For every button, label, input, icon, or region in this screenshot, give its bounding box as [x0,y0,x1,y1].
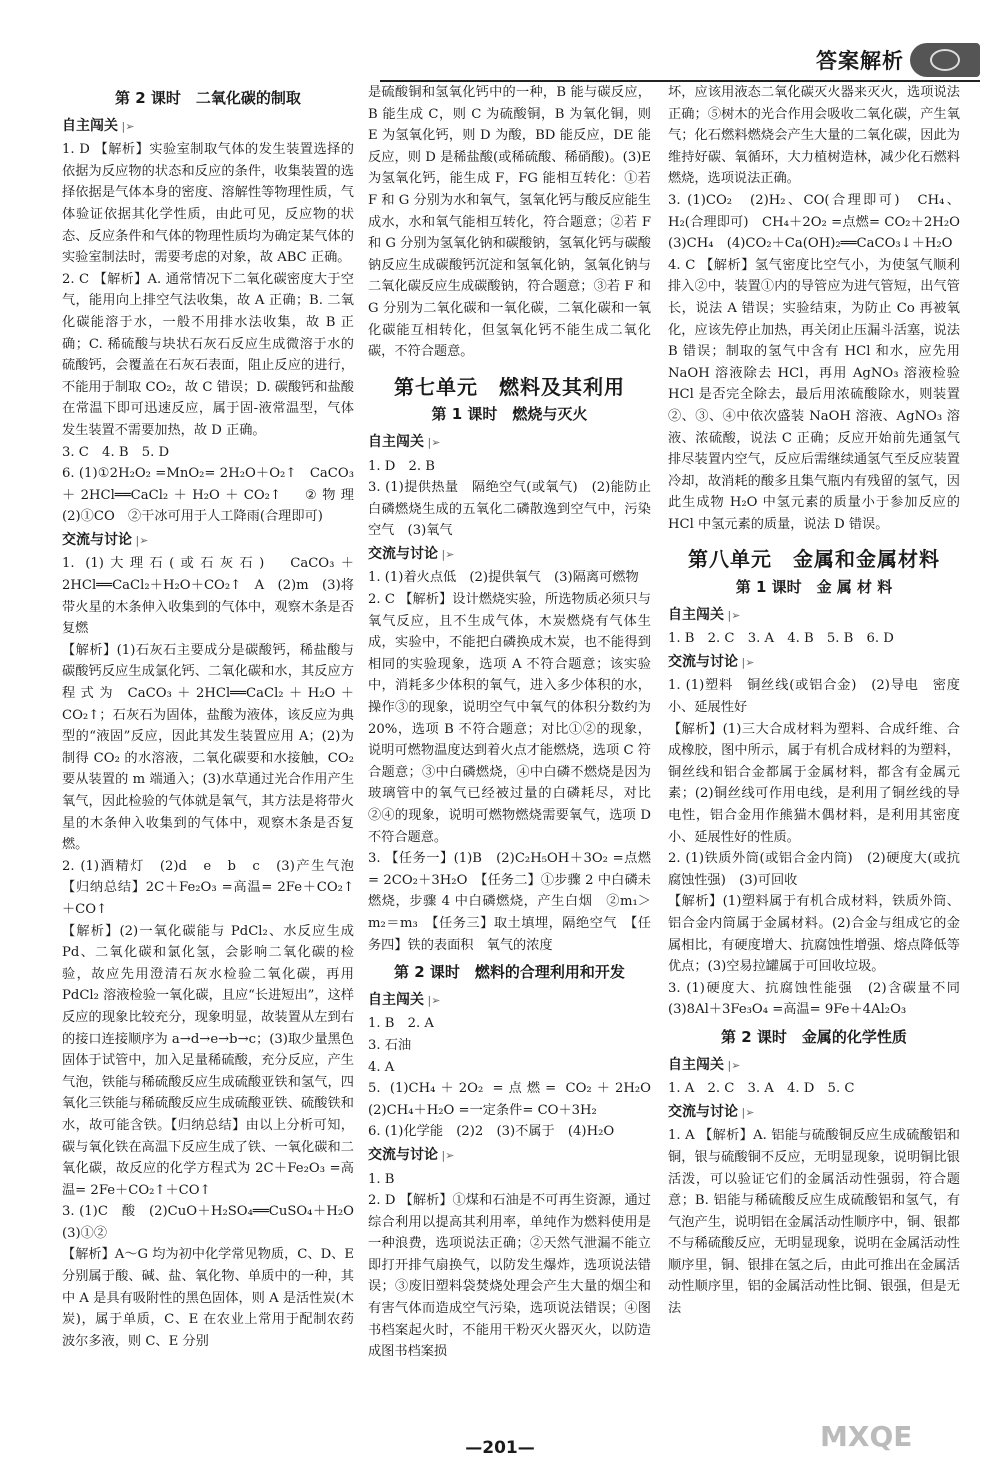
answer-paragraph: 4. A [368,1059,395,1075]
answer-paragraph: 3. (1)提供热量 隔绝空气(或氧气) (2)能防止白磷燃烧生成的五氧化二磷散逸到空气中，污染空气 (3)氧气 [368,480,651,539]
answer-column-right [668,82,974,1320]
lesson-title: 第 2 课时 二氧化碳的制取 [115,89,301,107]
answer-paragraph: 2. C 【解析】A. 通常情况下二氧化碳密度大于空气，能用向上排空气法收集，故 A 正确；B. 二氧化碳能溶于水，一般不用排水法收集，故 B 正确；C. 稀硫酸与块状石灰石反应生成微溶于水的硫酸钙，会覆盖在石灰石表面，阻止反应的进行，不能用于制取 CO₂，故 C 错误；D. 碳酸钙和盐酸在常温下即可迅速反应，属于固-液常温型，气体发生装置不需要加热，故 D 正确。 [62,271,354,438]
section-heading: 自主闯关 |➢ [368,432,651,454]
answer-paragraph: 【解析】(1)三大合成材料为塑料、合成纤维、合成橡胶，图中所示，属于有机合成材料的为塑料，铜丝线和铝合金都属于金属材料，都含有金属元素；(2)铜丝线可作用电线，是利用了铜丝线的导电性，铝合金用作熊猫木偶材料，是利用其密度小、延展性好的性质。 [668,721,960,845]
answer-paragraph: 2. D 【解析】①煤和石油是不可再生资源，通过综合利用以提高其利用率，单纯作为燃料使用是一种浪费，选项说法正确；②天然气泄漏不能立即打开排气扇换气，以防发生爆炸，选项说法错误；③废旧塑料袋焚烧处理会产生大量的烟尘和有害气体而造成空气污染，选项说法错误；④图书档案起火时，不能用干粉灭火器灭火，以防造成图书档案损 [368,1193,651,1360]
answer-paragraph: 2. (1)酒精灯 (2)d e b c (3)产生气泡 【归纳总结】2C＋Fe₂O₃ =高温= 2Fe＋CO₂↑＋CO↑ [62,858,368,917]
answer-column-left [62,82,368,1352]
answer-paragraph: 3. (1)硬度大、抗腐蚀性能强 (2)含碳量不同 (3)8Al＋3Fe₃O₄ =高温= 9Fe＋4Al₂O₃ [668,980,974,1018]
section-heading: 交流与讨论 |➢ [668,652,960,674]
answer-paragraph: 1. D 【解析】实验室制取气体的发生装置选择的依据为反应物的状态和反应的条件，收集装置的选择依据是气体本身的密度、溶解性等物理性质，气体验证依据其化学性质，由此可见，反应物的状态、反应条件和气体的物理性质均为确定某气体的实验室制法时，需要考虑的对象，故 ABC 正确。 [62,142,354,266]
answer-paragraph: 1. A 【解析】A. 铝能与硫酸铜反应生成硫酸铝和铜，银与硫酸铜不反应，无明显现象，说明铜比银活泼，可以验证它们的金属活动性强弱，符合题意；B. 铝能与稀硫酸反应生成硫酸铝和氢气，有气泡产生，说明铝在金属活动性顺序中，铜、银都不与稀硫酸反应，无明显现象，说明在金属活动性顺序里，铜、银排在氢之后，由此可推出在金属活动性顺序里，铝的金属活动性比铜、银强，但是无法 [668,1128,960,1317]
answer-paragraph: 2. (1)铁质外筒(或铝合金内筒) (2)硬度大(或抗腐蚀性强) (3)可回收 [668,851,960,888]
lesson-title: 第 2 课时 金属的化学性质 [721,1027,907,1046]
answer-paragraph: 1. B 2. A [368,1016,434,1032]
answer-paragraph: 3. 【任务一】(1)B (2)C₂H₅OH＋3O₂ =点燃= 2CO₂＋3H₂O 【任务二】①步骤 2 中白磷未燃烧，步骤 4 中白磷燃烧，产生白烟 ②m₁＞m₂＝m₃ 【任务三】取土填埋，隔绝空气 【任务四】铁的表面积 氧气的浓度 [368,851,651,953]
unit-title: 第八单元 金属和金属材料 [688,547,940,572]
answer-paragraph: 【解析】A～G 均为初中化学常见物质，C、D、E 分别属于酸、碱、盐、氧化物、单质中的一种，其中 A 是具有吸附性的黑色固体，则 A 是活性炭(木炭)，属于单质，C、E 在农业上常用于配制农药波尔多液，则 C、E 分别 [62,1247,354,1349]
answer-paragraph: 1. B 2. C 3. A 4. B 5. B 6. D [668,631,894,647]
answer-paragraph: 【解析】(1)石灰石主要成分是碳酸钙，稀盐酸与碳酸钙反应生成氯化钙、二氧化碳和水，其反应方程式为 CaCO₃＋2HCl══CaCl₂＋H₂O＋CO₂↑；石灰石为固体，盐酸为液体，该反应为典型的“液固”反应，因此其发生装置应用 A；(2)为制得 CO₂ 的水溶液，二氧化碳要和水接触，CO₂ 要从装置的 m 端通入；(3)水草通过光合作用产生氧气，因此检验的气体就是氧气，其方法是将带火星的木条伸入收集到的气体中，观察木条是否复燃。 [62,642,354,853]
answer-paragraph: 6. (1)①2H₂O₂ =MnO₂= 2H₂O＋O₂↑ CaCO₃＋2HCl══CaCl₂＋H₂O＋CO₂↑ ②物理 (2)①CO ②干冰可用于人工降雨(合理即可) [62,466,368,525]
section-heading: 交流与讨论 |➢ [368,544,651,566]
answer-paragraph: 5. (1)CH₄＋2O₂ =点燃= CO₂＋2H₂O (2)CH₄＋H₂O =一定条件= CO＋3H₂ [368,1081,665,1118]
answer-paragraph: 【解析】(2)一氧化碳能与 PdCl₂、水反应生成 Pd、二氧化碳和氯化氢，会影响二氧化碳的检验，故应先用澄清石灰水检验二氧化碳，再用 PdCl₂ 溶液检验一氧化碳，且应“长进短出”，这样反应的现象比较充分，现象明显，故装置从左到右的接口连接顺序为 a→d→e→b→c；(3)取少量黑色固体于试管中，加入足量稀硫酸，充分反应，产生气泡，铁能与稀硫酸反应生成硫酸亚铁和氢气，四氧化三铁能与稀硫酸反应生成硫酸亚铁、硫酸铁和水，故可能含铁。【归纳总结】由以上分析可知，碳与氧化铁在高温下反应生成了铁、一氧化碳和二氧化碳，故反应的化学方程式为 2C＋Fe₂O₃ =高温= 2Fe＋CO₂↑＋CO↑ [62,923,354,1198]
answer-paragraph: 是硫酸铜和氢氧化钙中的一种，B 能与碳反应，B 能生成 C，则 C 为硫酸铜，B 为氧化铜，则 E 为氢氧化钙，则 D 为酸，BD 能反应，DE 能反应，则 D 是稀盐酸(或稀硫酸、稀硝酸)。(3)E 为氢氧化钙，能生成 F，FG 能相互转化：①若 F 和 G 分别为水和氧气，氢氧化钙与酸反应能生成水，水和氧气能相互转化，符合题意；②若 F 和 G 分别为氢氧化钠和碳酸钠，氢氧化钙与碳酸钠反应生成碳酸钙沉淀和氢氧化钠，氢氧化钠与二氧化碳反应生成碳酸钠，符合题意；③若 F 和 G 分别为二氧化碳和一氧化碳，二氧化碳和一氧化碳能互相转化，但氢氧化钙不能生成二氧化碳，不符合题意。 [368,85,651,360]
answer-column-middle [368,82,665,1363]
section-heading: 自主闯关 |➢ [368,990,651,1012]
page-header [816,40,980,80]
answer-paragraph: 1. A 2. C 3. A 4. D 5. C [668,1081,855,1097]
lesson-title: 第 2 课时 燃料的合理利用和开发 [394,963,625,982]
section-heading: 自主闯关 |➢ [62,116,354,138]
answer-paragraph: 坏，应该用液态二氧化碳灭火器来灭火，选项说法正确；⑤树木的光合作用会吸收二氧化碳，产生氧气；化石燃料燃烧会产生大量的二氧化碳，因此为维持好碳、氧循环，大力植树造林，减少化石燃料燃烧，选项说法正确。 [668,85,960,187]
answer-paragraph: 【解析】(1)塑料属于有机合成材料，铁质外筒、铝合金内筒属于金属材料。(2)合金与组成它的金属相比，有硬度增大、抗腐蚀性增强、熔点降低等优点；(3)空易拉罐属于可回收垃圾。 [668,894,960,975]
answer-paragraph: 6. (1)化学能 (2)2 (3)不属于 (4)H₂O [368,1124,615,1140]
answer-paragraph: 3. (1)CO₂ (2)H₂、CO(合理即可) CH₄、H₂(合理即可) CH₄＋2O₂ =点燃= CO₂＋2H₂O (3)CH₄ (4)CO₂＋Ca(OH)₂══CaCO₃↓＋H₂O [668,192,974,252]
lesson-title: 第 1 课时 金 属 材 料 [735,578,893,597]
answer-paragraph: 1. (1)塑料 铜丝线(或铝合金) (2)导电 密度小、延展性好 [668,678,960,716]
answer-paragraph: 2. C 【解析】设计燃烧实验，所选物质必须只与氧气反应，且不生成气体，木炭燃烧有气体生成，实验中，不能把白磷换成木炭，也不能得到相同的实验现象，选项 A 不符合题意；该实验中，消耗多少体积的氧气，进入多少体积的水，操作③的现象，说明空气中氧气的体积分数约为 20%，选项 B 不符合题意；对比①②的现象，说明可燃物温度达到着火点才能燃烧，选项 C 符合题意；③中白磷燃烧，④中白磷不燃烧是因为玻璃管中的氧气已经被过量的白磷耗尽，对比②④的现象，说明可燃物燃烧需要氧气，选项 D 不符合题意。 [368,592,651,845]
answer-paragraph: 3. C 4. B 5. D [62,444,170,460]
logo-icon [910,43,980,77]
answer-paragraph: 3. (1)C 酸 (2)CuO＋H₂SO₄══CuSO₄＋H₂O (3)①② [62,1204,368,1241]
answer-paragraph: 3. 石油 [368,1037,412,1053]
answer-paragraph: 4. C 【解析】氢气密度比空气小，为使氢气顺利排入②中，装置①内的导管应为进气管短，出气管长，说法 A 错误；实验结束，为防止 Co 再被氧化，应该先停止加热，再关闭止压漏斗活塞，说法 B 错误；制取的氢气中含有 HCl 和水，应先用 NaOH 溶液除去 HCl，再用 AgNO₃ 溶液检验 HCl 是否完全除去，最后用浓硫酸除水，则装置②、③、④中依次盛装 NaOH 溶液、AgNO₃ 溶液、浓硫酸，说法 C 正确；反应开始前先通氢气排尽装置内空气，反应后需继续通氢气至反应装置冷却，故消耗的酸多且集气瓶内有残留的氢气，因此生成物 H₂O 中氢元素的质量小于参加反应的 HCl 中氢元素的质量，说法 D 错误。 [668,257,960,532]
answer-paragraph: 1. D 2. B [368,458,435,474]
watermark-logo: MXQE [820,1420,913,1453]
section-heading: 交流与讨论 |➢ [62,530,354,552]
answer-paragraph: 1. (1)着火点低 (2)提供氧气 (3)隔离可燃物 [368,570,639,586]
section-heading: 交流与讨论 |➢ [668,1102,960,1124]
answer-paragraph: 1. (1)大理石(或石灰石) CaCO₃＋2HCl══CaCl₂＋H₂O＋CO₂↑ A (2)m (3)将带火星的木条伸入收集到的气体中，观察木条是否复燃 [62,556,354,637]
page-number: —201— [465,1438,535,1458]
lesson-title: 第 1 课时 燃烧与灭火 [431,405,588,424]
section-heading: 交流与讨论 |➢ [368,1145,651,1167]
header-title: 答案解析 [816,49,904,73]
section-heading: 自主闯关 |➢ [668,1055,960,1077]
section-heading: 自主闯关 |➢ [668,605,960,627]
answer-paragraph: 1. B [368,1171,395,1187]
unit-title: 第七单元 燃料及其利用 [394,374,625,399]
